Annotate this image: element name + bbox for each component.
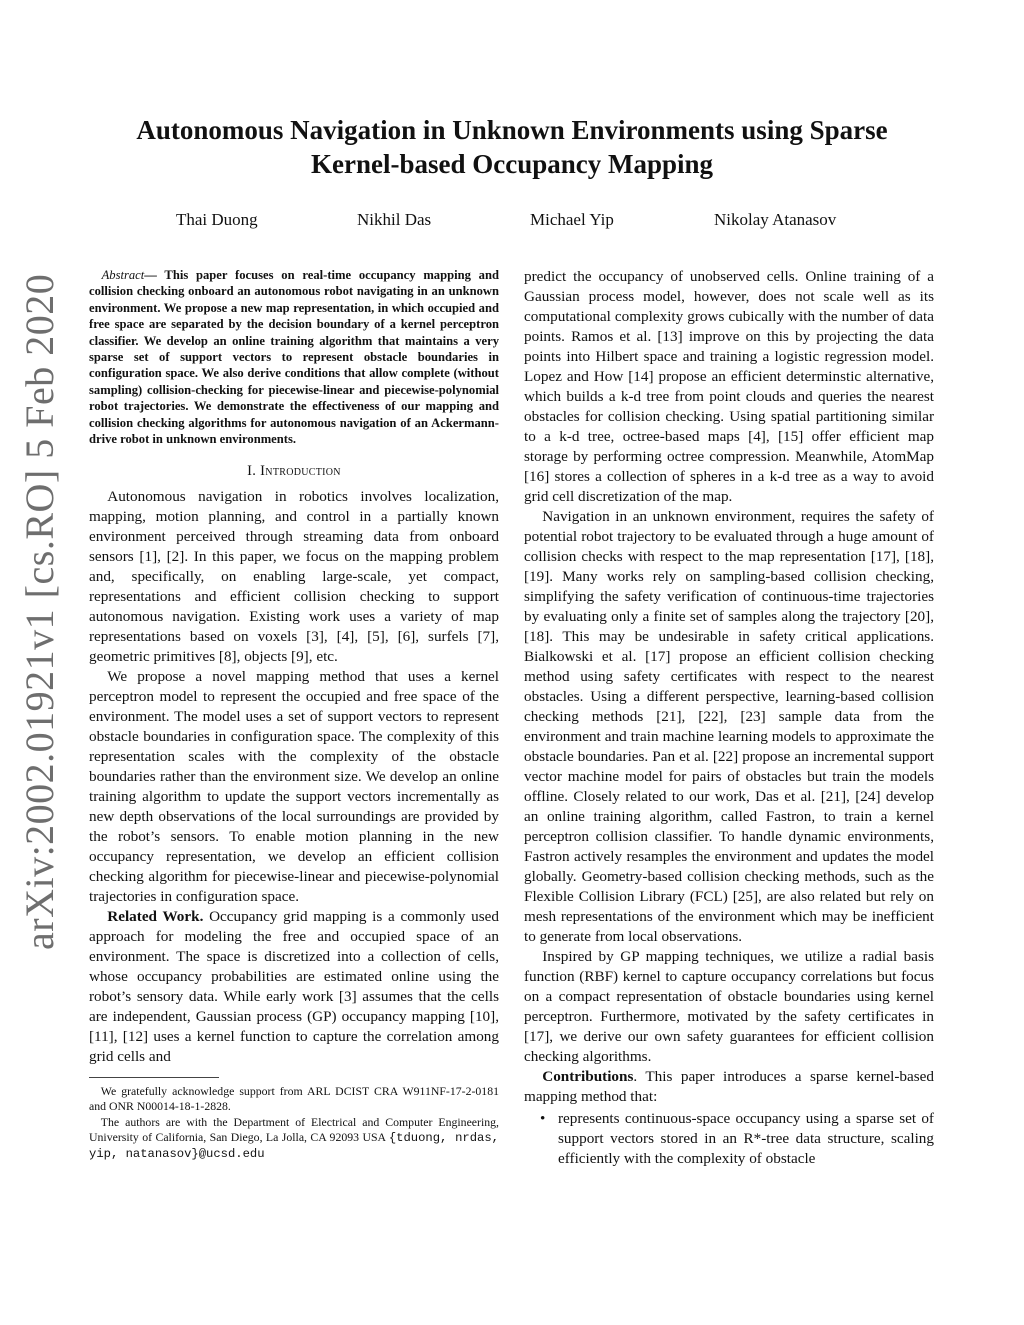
abstract [89,267,499,447]
footnote-divider [89,1077,219,1078]
contributions-label: Contributions [542,1068,634,1085]
right-column [524,267,934,1169]
abstract-label: Abstract [101,268,145,282]
related-work-paragraph [89,907,499,1067]
related-work-continued: predict the occupancy of unobserved cells. Online training of a Gaussian process model, however, does not scale well as its computational complexity grows cubically with the number of data points. Ramos et al. [13] improve on this by projecting the data points into Hilbert space and training a logistic regression model. Lopez and How [14] propose an efficient determinstic alternative, which builds a k-d tree from point clouds and queries the nearest obstacles for collision checking. Using spatial partitioning similar to a k-d tree, octree-based maps [4], [15] offer efficient map storage by performing octree compression. Meanwhile, AtomMap [16] stores a collection of spheres in a k-d tree as a way to avoid grid cell discretization of the map. [524,268,934,505]
affiliation-text: The authors are with the Department of Electrical and Computer Engineering, University of California, San Diego, La Jolla, CA 92093 USA [89,1115,499,1145]
contribution-item: • represents continuous-space occupancy using a sparse set of support vectors stored in an R*-tree data structure, scaling efficiently with the complexity of obstacle [558,1109,934,1169]
author-3: Michael Yip [530,210,614,229]
author-emails: {tduong, nrdas, yip, natanasov}@ucsd.edu [89,1131,499,1162]
related-work-text: Occupancy grid mapping is a commonly used approach for modeling the free and occupied space of an environment. The space is discretized into a collection of cells, whose occupancy probabilities are estimated online using the robot’s sensory data. While early work [3] assumes that the cells are independent, Gaussian process (GP) occupancy mapping [10], [11], [12] uses a kernel function to capture the correlation among grid cells and [89,908,499,1066]
section-title: Introduction [260,463,341,480]
collision-checking-paragraph: Navigation in an unknown environment, requires the safety of potential robot trajectory to be evaluated through a huge amount of collision checks with respect to the map representation [17], [18], [19]. Many works rely on sampling-based collision checking, simplifying the safety verification of continuous-time trajectories by evaluating only a finite set of samples along the trajectory [20], [18]. This may be undesirable in safety critical applications. Bialkowski et al. [17] propose an efficient collision checking method using safety certificates with respect to the nearest obstacles. Using a different perspective, learning-based collision checking methods [21], [22], [23] sample data from the environment and train machine learning models to approximate the obstacle boundaries. Pan et al. [22] propose an incremental support vector machine model for pairs of obstacles but train the models offline. Closely related to our work, Das et al. [21], [24] develop an online training algorithm, called Fastron, to train a kernel perceptron collision classifier. To handle dynamic environments, Fastron actively resamples the environment and updates the model globally. Geometry-based collision checking methods, such as the Flexible Collision Library (FCL) [25], are also related but rely on mesh representations of the environment which may be inefficient to generate from local observations. [524,508,934,945]
abstract-text: — This paper focuses on real-time occupancy mapping and collision checking onboard an autonomous robot navigating in an unknown environment. We propose a new map representation, in which occupied and free space are separated by the decision boundary of a kernel perceptron classifier. We develop an online training algorithm that maintains a very sparse set of support vectors to represent obstacle boundaries in configuration space. We also derive conditions that allow complete (without sampling) collision-checking for piecewise-linear and piecewise-polynomial robot trajectories. We demonstrate the effectiveness of our mapping and collision checking algorithms for autonomous navigation of an Ackermann-drive robot in unknown environments. [89,268,499,447]
section-number: I. [247,463,257,480]
author-1: Thai Duong [176,210,258,229]
intro-paragraph-2: We propose a novel mapping method that uses a kernel perceptron model to represent the occupied and free space of the environment. The model uses a set of support vectors to represent obstacle boundaries in configuration space. The complexity of this representation scales with the complexity of the obstacle boundaries rather than the environment size. We develop an online training algorithm to update the support vectors incrementally as new depth observations of the local surroundings are provided by the robot’s sensors. To enable motion planning in the new occupancy representation, we develop an efficient collision checking algorithm for piecewise-linear and piecewise-polynomial trajectories in configuration space. [89,668,499,906]
contributions-paragraph [524,1067,934,1107]
footnote-affiliation [89,1115,499,1162]
related-work-label: Related Work. [107,908,204,926]
intro-paragraph-1: Autonomous navigation in robotics involves localization, mapping, motion planning, and control in a partially known environment perceived through streaming data from onboard sensors [1], [2]. In this paper, we focus on the mapping problem and, specifically, on enabling large-scale, yet compact, representations and efficient collision checking to support autonomous navigation. Existing work uses a variety of map representations based on voxels [3], [4], [5], [6], surfels [7], geometric primitives [8], objects [9], etc. [89,488,499,666]
contributions-text: . This paper introduces a sparse kernel-based mapping method that: [524,1068,934,1105]
author-4: Nikolay Atanasov [714,210,837,229]
arxiv-identifier: arXiv:2002.01921v1 [cs.RO] 5 Feb 2020 [17,273,62,950]
section-heading [89,461,499,481]
left-column [89,267,499,1162]
approach-paragraph: Inspired by GP mapping techniques, we utilize a radial basis function (RBF) kernel to capture occupancy correlations but focus on a compact representation of obstacle boundaries using kernel perceptron. Furthermore, motivated by the safety certificates in [17], we derive our own safety guarantees for efficient collision checking algorithms. [524,948,934,1065]
footnote-support: We gratefully acknowledge support from ARL DCIST CRA W911NF-17-2-0181 and ONR N00014-18-1-2828. [89,1084,499,1114]
author-2: Nikhil Das [357,210,432,229]
paper-title: Autonomous Navigation in Unknown Environments using Sparse Kernel-based Occupancy Mapping [136,115,888,179]
contributions-list [524,1109,934,1169]
